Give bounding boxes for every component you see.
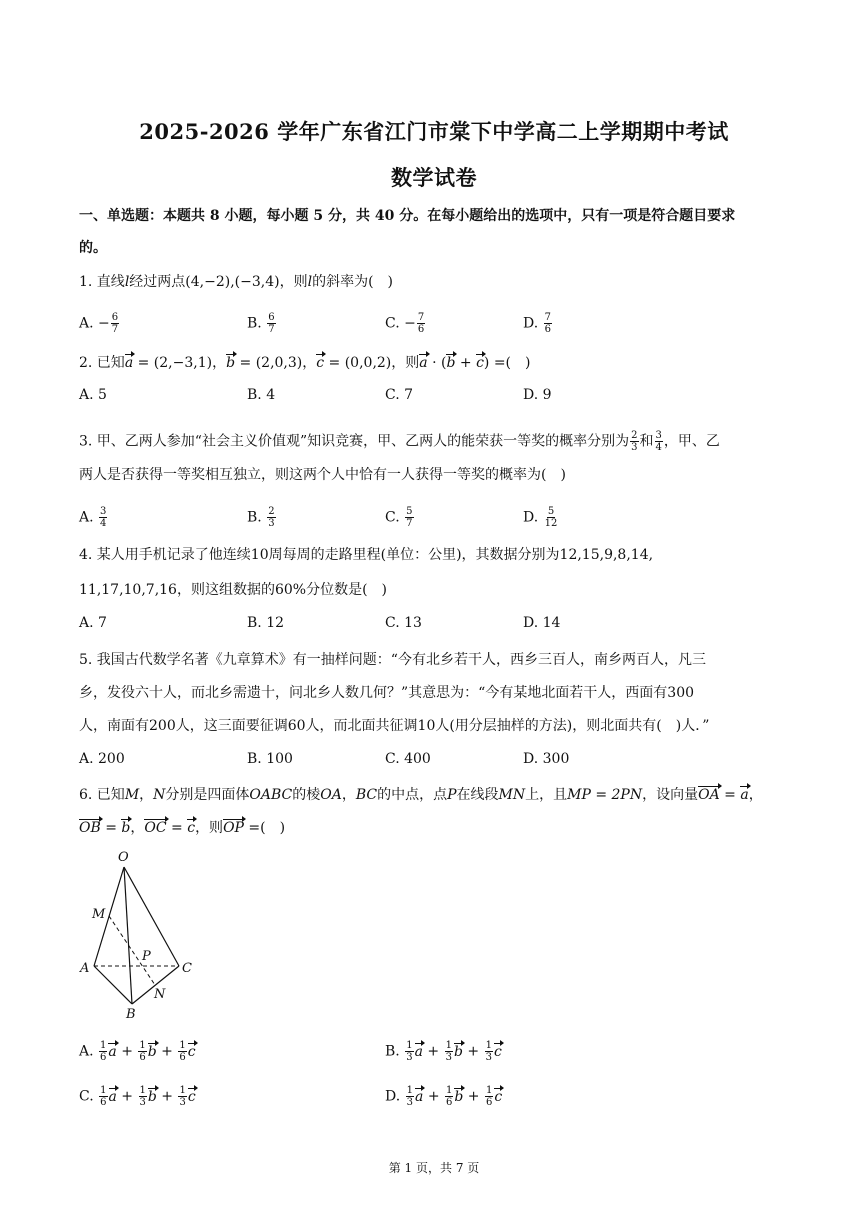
label-A: A	[80, 961, 90, 976]
q3-option-c[interactable]: C. $\frac{5}{7}$	[385, 506, 413, 529]
label-P: P	[142, 949, 151, 964]
q1-option-b[interactable]: B. $\frac{6}{7}$	[247, 312, 275, 335]
q4-option-a[interactable]: A. 7	[79, 615, 107, 631]
q6-option-a[interactable]: A. $\frac{1}{6}$ a + $\frac{1}{6}$ b + $\frac{1}{6}$ c	[79, 1040, 196, 1063]
q6-option-c[interactable]: C. $\frac{1}{6}$ a + $\frac{1}{3}$ b + $\frac{1}{3}$ c	[79, 1085, 196, 1108]
tetrahedron-figure	[76, 848, 206, 1023]
question-4-line1: 4. 某人用手机记录了他连续10周每周的走路里程(单位：公里)，其数据分别为12,15,9,8,14,	[79, 547, 654, 563]
label-B: B	[126, 1007, 136, 1022]
question-5-line3: 人，南面有200人，这三面要征调60人，而北面共征调10人(用分层抽样的方法)，则北面共有( )人．”	[79, 718, 710, 734]
question-6-line1: 6. 已知M，N分别是四面体OABC的棱OA，BC的中点，点P在线段MN上，且MP = 2PN，设向量OA = a，	[79, 787, 763, 803]
q5-option-a[interactable]: A. 200	[79, 751, 125, 767]
question-3-line2: 两人是否获得一等奖相互独立，则这两个人中恰有一人获得一等奖的概率为( )	[79, 467, 566, 483]
label-M: M	[92, 907, 106, 922]
page-footer: 第 1 页，共 7 页	[388, 1161, 480, 1175]
label-O: O	[118, 850, 129, 865]
q6-option-d[interactable]: D. $\frac{1}{3}$ a + $\frac{1}{6}$ b + $\frac{1}{6}$ c	[385, 1085, 503, 1108]
q1-option-c[interactable]: C. − $\frac{7}{6}$	[385, 312, 425, 335]
section-heading-line2: 的。	[79, 240, 107, 256]
label-C: C	[182, 961, 192, 976]
q4-option-c[interactable]: C. 13	[385, 615, 422, 631]
q2-option-b[interactable]: B. 4	[247, 387, 276, 403]
question-4-line2: 11,17,10,7,16，则这组数据的60%分位数是( )	[79, 582, 388, 598]
question-6-line2: OB = b，OC = c，则OP =( )	[79, 820, 286, 836]
question-5-line2: 乡，发役六十人，而北乡需遗十，问北乡人数几何？”其意思为：“今有某地北面若干人，西面有300	[79, 685, 695, 701]
q1-option-d[interactable]: D. $\frac{7}{6}$	[523, 312, 552, 335]
page-title: 2025-2026 学年广东省江门市棠下中学高二上学期期中考试	[139, 119, 729, 144]
q3-option-b[interactable]: B. $\frac{2}{3}$	[247, 506, 275, 529]
page-subtitle: 数学试卷	[391, 165, 477, 190]
section-heading-line1: 一、单选题：本题共 8 小题，每小题 5 分，共 40 分。在每小题给出的选项中，只有一项是符合题目要求	[79, 208, 736, 224]
label-N: N	[154, 987, 166, 1002]
q1-option-a[interactable]: A. − $\frac{6}{7}$	[79, 312, 119, 335]
question-5-line1: 5. 我国古代数学名著《九章算术》有一抽样问题：“今有北乡若干人，西乡三百人，南乡两百人，凡三	[79, 652, 706, 668]
question-1: 1. 直线l经过两点(4,−2),(−3,4)，则l的斜率为( )	[79, 274, 394, 290]
q6-option-b[interactable]: B. $\frac{1}{3}$ a + $\frac{1}{3}$ b + $\frac{1}{3}$ c	[385, 1040, 502, 1063]
q3-option-a[interactable]: A. $\frac{3}{4}$	[79, 506, 107, 529]
question-3-line1: 3. 甲、乙两人参加“社会主义价值观”知识竞赛，甲、乙两人的能荣获一等奖的概率分别为 $\frac{2}{3}$ 和 $\frac{3}{4}$ ，甲、乙	[79, 430, 720, 453]
q5-option-d[interactable]: D. 300	[523, 751, 570, 767]
q4-option-d[interactable]: D. 14	[523, 615, 561, 631]
question-2: 2. 已知a = (2,−3,1)，b = (2,0,3)，c = (0,0,2)，则a · (b + c) =( )	[79, 355, 531, 371]
q2-option-c[interactable]: C. 7	[385, 387, 414, 403]
q5-option-c[interactable]: C. 400	[385, 751, 431, 767]
q5-option-b[interactable]: B. 100	[247, 751, 293, 767]
q2-option-d[interactable]: D. 9	[523, 387, 552, 403]
q4-option-b[interactable]: B. 12	[247, 615, 285, 631]
q2-option-a[interactable]: A. 5	[79, 387, 107, 403]
q3-option-d[interactable]: D. $\frac{5}{12}$	[523, 506, 558, 529]
